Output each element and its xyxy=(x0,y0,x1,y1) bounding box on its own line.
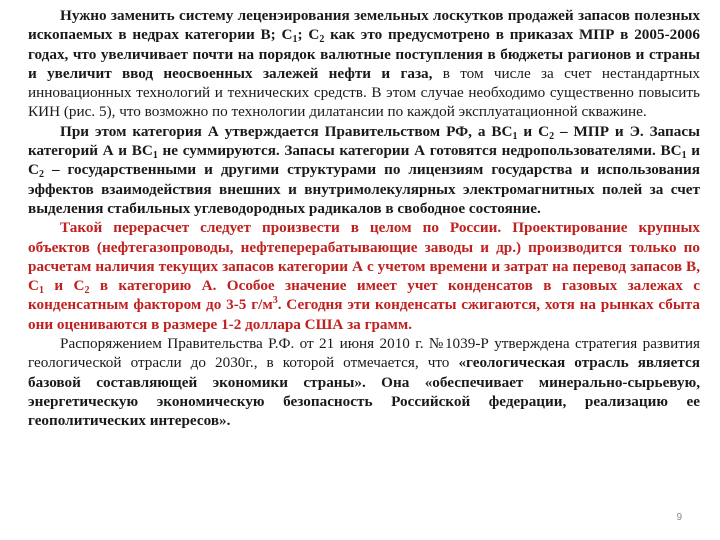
p2-sub-5: 2 xyxy=(38,169,44,181)
p3-a: Такой перерасчет следует произвести в целом по России. Проектирование крупных объектов (нефтегазопроводы, нефтеперерабатывающие заводы и др.) производится только по расчетам наличия текущих запасов категории А с учетом времени и затрат на перевод запасов В, С xyxy=(28,219,700,295)
document-body xyxy=(28,6,700,431)
p4-normal: Распоряжением Правительства Р.Ф. от 21 июня 2010 г. №1039-Р утверждена стратегия развития геологической отрасли до 2030г., в которой отмечается, что xyxy=(28,335,700,372)
slide-number: 9 xyxy=(676,512,682,523)
p1-bold-b: ; С xyxy=(297,26,320,44)
p3-d: . Сегодня эти конденсаты сжигаются, хотя на рынках сбыта они оцениваются в размере 1-2 доллара США за грамм. xyxy=(28,296,700,333)
p3-sup-1: 3 xyxy=(272,295,278,307)
p3-c: в категорию А. Особое значение имеет учет конденсатов в газовых залежах с конденсатным фактором до 3-5 г/м xyxy=(28,277,700,314)
p3-sub-2: 2 xyxy=(84,285,90,297)
p4-bold: «геологическая отрасль является базовой составляющей экономики страны». Она «обеспечивает минерально-сырьевую, энергетическую экономическую безопасность Российской федерации, реализацию ее геополитических интересов». xyxy=(28,354,700,430)
p2-sub-1: 1 xyxy=(512,130,518,142)
p2-b: и С xyxy=(517,122,550,140)
p1-normal: в том числе за счет нестандартных инновационных технологий и технических средств. В этом случае необходимо существенно повысить КИН (рис. 5), что возможно по технологии дилатансии по каждой эксплуатационной скважине. xyxy=(28,64,700,121)
p2-c: – МПР и Э. Запасы категорий А и ВС xyxy=(28,122,700,160)
p3-b: и С xyxy=(43,277,85,295)
p2-f: – государственными и другими структурами по лицензиям государства и использования эффектов взаимодействия внешних и внутримолекулярных электромагнитных полей за счет выделения стабильных углеводородных радикалов в свободное состояние. xyxy=(28,161,700,217)
paragraph-3 xyxy=(28,218,700,334)
p1-sub-1: 1 xyxy=(292,34,298,46)
p2-a: При этом категория А утверждается Правительством РФ, а ВС xyxy=(60,122,513,140)
p2-sub-2: 2 xyxy=(549,130,555,142)
p3-sub-1: 1 xyxy=(38,285,44,297)
paragraph-1 xyxy=(28,6,700,122)
p2-e: и С xyxy=(28,142,700,179)
paragraph-2 xyxy=(28,122,700,218)
p1-bold-a: Нужно заменить систему леценэирования земельных лоскутков продажей запасов полезных ископаемых в недрах категории В; С xyxy=(28,7,700,44)
paragraph-4 xyxy=(28,334,700,430)
p2-sub-3: 1 xyxy=(152,150,158,162)
p1-bold-c: как это предусмотрено в приказах МПР в 2005-2006 годах, что увеличивает почти на порядок валютные поступления в бюджеты рагионов и страны и увеличит ввод неосвоенных залежей нефти и газа, xyxy=(28,26,700,82)
p2-sub-4: 1 xyxy=(681,150,687,162)
p1-sub-2: 2 xyxy=(319,34,325,46)
p2-d: не суммируются. Запасы категории А готовятся недропользователями. ВС xyxy=(157,142,682,160)
